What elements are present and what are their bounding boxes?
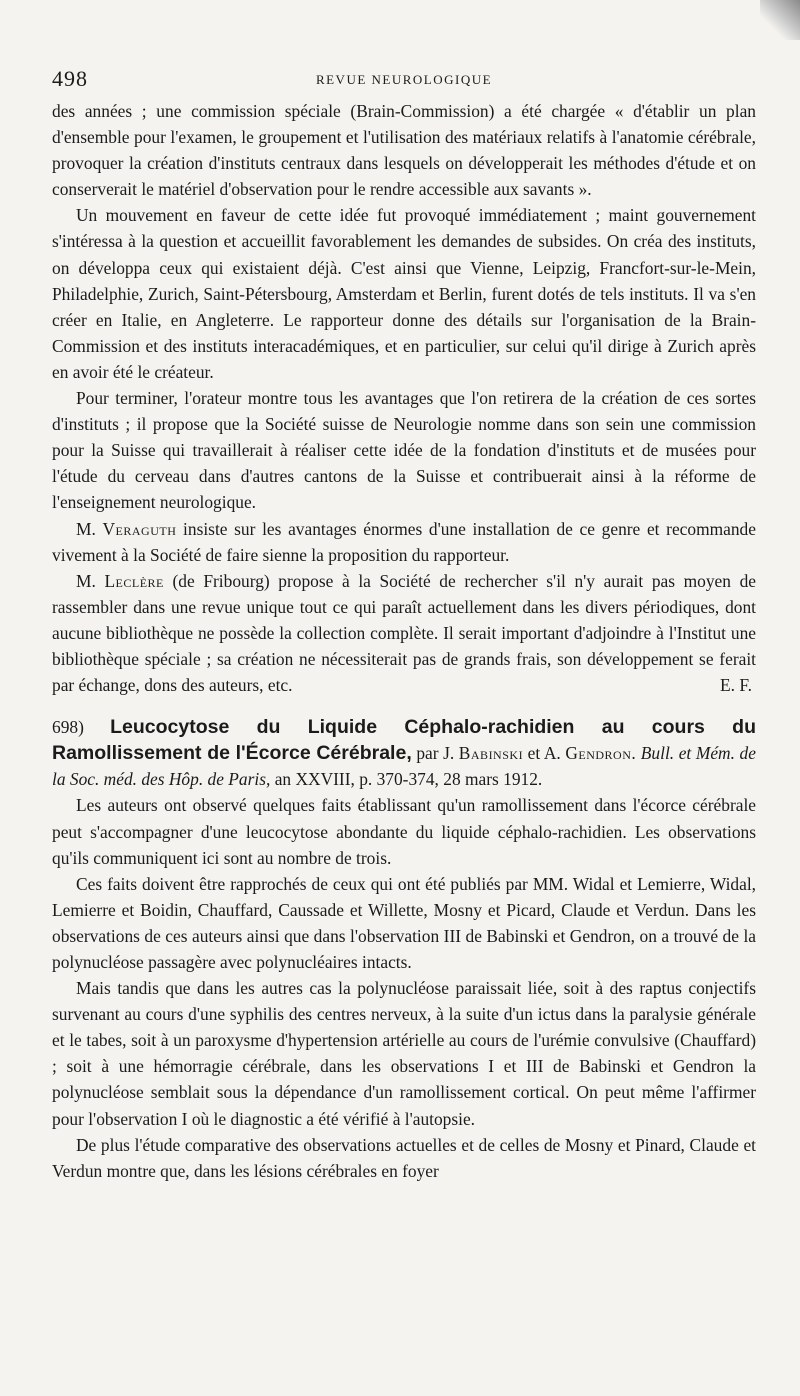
- running-title: REVUE NEUROLOGIQUE: [315, 72, 493, 87]
- paragraph-text: (de Fribourg) propose à la Société de rechercher s'il n'y aurait pas moyen de rassembler dans une revue unique tout ce qui paraît actuellement dans les divers périodiques, dont aucune bibliothèque ne possède la collection complète. Il serait important d'adjoindre à l'Institut une bibliothèque spéciale ; sa création ne nécessiterait pas de grands frais, son développement se ferait par échange, dons des auteurs, etc.: [52, 570, 756, 696]
- paragraph-leclere: [52, 568, 756, 698]
- article-number: 698): [52, 717, 84, 738]
- signature: E. F.: [720, 675, 752, 696]
- prefix: M.: [76, 518, 96, 539]
- author-1: Babinski: [458, 743, 524, 764]
- author-2: Gendron.: [565, 743, 637, 764]
- page-number: 498: [52, 66, 88, 91]
- article-heading: [52, 714, 756, 792]
- paragraph-text: insiste sur les avantages énormes d'une installation de ce genre et recommande vivement à la Société de faire sienne la proposition du rapporteur.: [52, 518, 756, 565]
- prefix: M.: [76, 570, 96, 591]
- article-title: Leucocytose du Liquide Céphalo-rachidien au cours du Ramollissement de l'Écorce Cérébrale,: [52, 716, 756, 765]
- page-corner-shadow: [760, 0, 800, 40]
- speaker-name: Veraguth: [102, 518, 177, 539]
- paragraph: des années ; une commission spéciale (Brain-Commission) a été chargée « d'établir un plan d'ensemble pour l'examen, le groupement et l'utilisation des matériaux relatifs à l'anatomie cérébrale, provoquer la création d'instituts centraux dans lesquels on développerait les méthodes d'étude et on conserverait le matériel d'observation pour le rendre accessible aux savants ».: [52, 101, 756, 200]
- journal-name: Bull. et Mém. de la Soc. méd. des Hôp. de Paris,: [52, 743, 756, 790]
- page-header: [52, 62, 756, 98]
- paragraph: Les auteurs ont observé quelques faits établissant qu'un ramollissement dans l'écorce cérébrale peut s'accompagner d'une leucocytose abondante du liquide céphalo-rachidien. Les observations qu'ils communiquent ici sont au nombre de trois.: [52, 795, 756, 868]
- paragraph: De plus l'étude comparative des observations actuelles et de celles de Mosny et Pinard, Claude et Verdun montre que, dans les lésions cérébrales en foyer: [52, 1134, 756, 1181]
- speaker-name: Leclère: [104, 570, 164, 591]
- citation: an XXVIII, p. 370-374, 28 mars 1912.: [274, 769, 543, 790]
- paragraph-veraguth: [52, 516, 756, 568]
- section-gap: [52, 698, 756, 714]
- paragraph: Mais tandis que dans les autres cas la polynucléose paraissait liée, soit à des raptus conjectifs survenant au cours d'une syphilis des centres nerveux, à la suite d'un ictus dans la paralysie générale et le tabes, soit à un paroxysme d'hypertension artérielle au cours de l'urémie convulsive (Chauffard) ; soit à une hémorragie cérébrale, dans les observations I et III de Babinski et Gendron la polynucléose semblait sous la dépendance d'un ramollissement cortical. On peut même l'affirmer pour l'observation I où le diagnostic a été vérifié à l'autopsie.: [52, 978, 756, 1129]
- paragraph: Ces faits doivent être rapprochés de ceux qui ont été publiés par MM. Widal et Lemierre, Widal, Lemierre et Boidin, Chauffard, Caussade et Willette, Mosny et Picard, Claude et Verdun. Dans les observations de ces auteurs ainsi que dans l'observation III de Babinski et Gendron, on a trouvé de la polynucléose passagère avec polynucléaires intacts.: [52, 873, 756, 972]
- et: et A.: [527, 743, 561, 764]
- journal-page: [52, 62, 756, 1184]
- paragraph: Un mouvement en faveur de cette idée fut provoqué immédiatement ; maint gouvernement s'intéressa à la question et accueillit favorablement les demandes de subsides. On créa des instituts, on développa ceux qui existaient déjà. C'est ainsi que Vienne, Leipzig, Francfort-sur-le-Mein, Philadelphie, Zurich, Saint-Pétersbourg, Amsterdam et Berlin, furent dotés de tels instituts. Il va s'en créer en Italie, en Angleterre. Le rapporteur donne des détails sur l'organisation de la Brain-Commission et des instituts interacadémiques, et en particulier, sur celui qu'il dirige à Zurich après en avoir été le créateur.: [52, 205, 756, 382]
- paragraph: Pour terminer, l'orateur montre tous les avantages que l'on retirera de la création de ces sortes d'instituts ; il propose que la Société suisse de Neurologie nomme dans son sein une commission pour la Suisse qui travaillerait à réaliser cette idée de la fondation d'instituts et de musées pour l'étude du cerveau dans d'autres cantons de la Suisse et contribuerait ainsi à la réforme de l'enseignement neurologique.: [52, 388, 756, 513]
- par: par J.: [416, 743, 455, 764]
